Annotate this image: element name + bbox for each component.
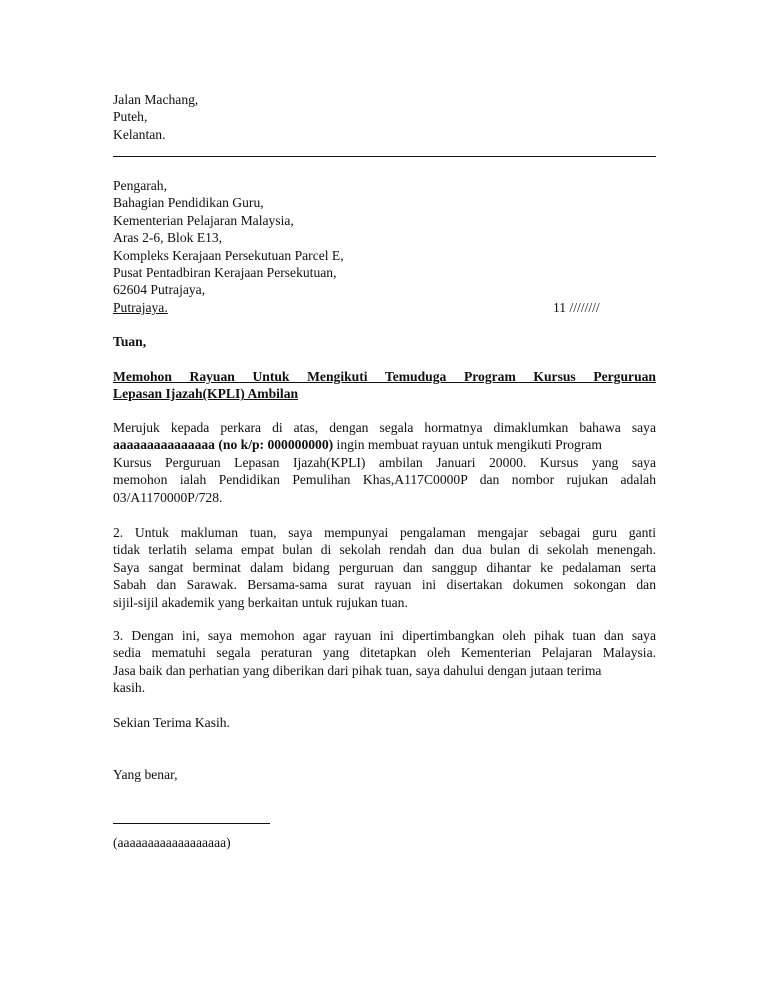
paragraph-line: 3. Dengan ini, saya memohon agar rayuan ini dipertimbangkan oleh pihak tuan dan saya	[113, 628, 656, 643]
paragraph-line: memohon ialah Pendidikan Pemulihan Khas,A117C0000P dan nombor rujukan adalah	[113, 472, 656, 488]
paragraph-line: sedia mematuhi segala peraturan yang ditetapkan oleh Kementerian Pelajaran Malaysia.	[113, 645, 656, 661]
recipient-address	[113, 177, 656, 316]
recipient-line: Kompleks Kerajaan Persekutuan Parcel E,	[113, 247, 344, 263]
sender-address-line: Jalan Machang,	[113, 92, 199, 107]
closing: Sekian Terima Kasih.	[113, 715, 230, 730]
paragraph-text: ingin membuat rayuan untuk mengikuti Program	[333, 437, 602, 453]
paragraph-line	[113, 436, 656, 453]
paragraph-line: kasih.	[113, 680, 146, 696]
paragraph-line: 03/A1170000P/728.	[113, 489, 223, 505]
subject-line: Lepasan Ijazah(KPLI) Ambilan	[113, 386, 299, 402]
paragraph-line: tidak terlatih selama empat bulan di sekolah rendah dan dua bulan di sekolah menengah.	[113, 542, 656, 558]
sign-off: Yang benar,	[113, 767, 178, 782]
paragraph-line: sijil-sijil akademik yang berkaitan untuk rujukan tuan.	[113, 594, 408, 610]
signature-name: (aaaaaaaaaaaaaaaaaa)	[113, 835, 231, 850]
recipient-line: Pusat Pentadbiran Kerajaan Persekutuan,	[113, 265, 337, 281]
signature-line	[113, 823, 270, 824]
paragraph-1	[113, 419, 656, 506]
paragraph-3	[113, 627, 656, 697]
salutation: Tuan,	[113, 334, 147, 349]
paragraph-2	[113, 524, 656, 611]
paragraph-line: Kursus Perguruan Lepasan Ijazah(KPLI) ambilan Januari 20000. Kursus yang saya	[113, 454, 656, 470]
paragraph-line: Saya sangat berminat dalam bidang perguruan dan sanggup dihantar ke pedalaman serta	[113, 559, 656, 575]
recipient-city: Putrajaya.	[113, 299, 168, 315]
subject-line: Memohon Rayuan Untuk Mengikuti Temuduga Program Kursus Perguruan	[113, 369, 656, 384]
paragraph-line: Merujuk kepada perkara di atas, dengan segala hormatnya dimaklumkan bahawa saya	[113, 420, 656, 435]
letter-date: 11 ////////	[553, 300, 600, 315]
subject	[113, 368, 656, 403]
sender-address-line: Puteh,	[113, 109, 148, 125]
applicant-name: aaaaaaaaaaaaaaa (no k/p: 000000000)	[113, 437, 334, 453]
paragraph-line: Jasa baik dan perhatian yang diberikan dari pihak tuan, saya dahului dengan jutaan terima	[113, 662, 602, 678]
recipient-line: Kementerian Pelajaran Malaysia,	[113, 212, 294, 228]
paragraph-line: Sabah dan Sarawak. Bersama-sama surat rayuan ini disertakan dokumen sokongan dan	[113, 577, 656, 593]
paragraph-line: 2. Untuk makluman tuan, saya mempunyai pengalaman mengajar sebagai guru ganti	[113, 525, 656, 540]
recipient-line: 62604 Putrajaya,	[113, 282, 206, 298]
recipient-line: Bahagian Pendidikan Guru,	[113, 195, 264, 211]
recipient-line: Aras 2-6, Blok E13,	[113, 230, 223, 246]
header-divider	[113, 156, 656, 157]
sender-address-line: Kelantan.	[113, 126, 166, 142]
sender-address	[113, 91, 656, 143]
recipient-line: Pengarah,	[113, 178, 167, 193]
